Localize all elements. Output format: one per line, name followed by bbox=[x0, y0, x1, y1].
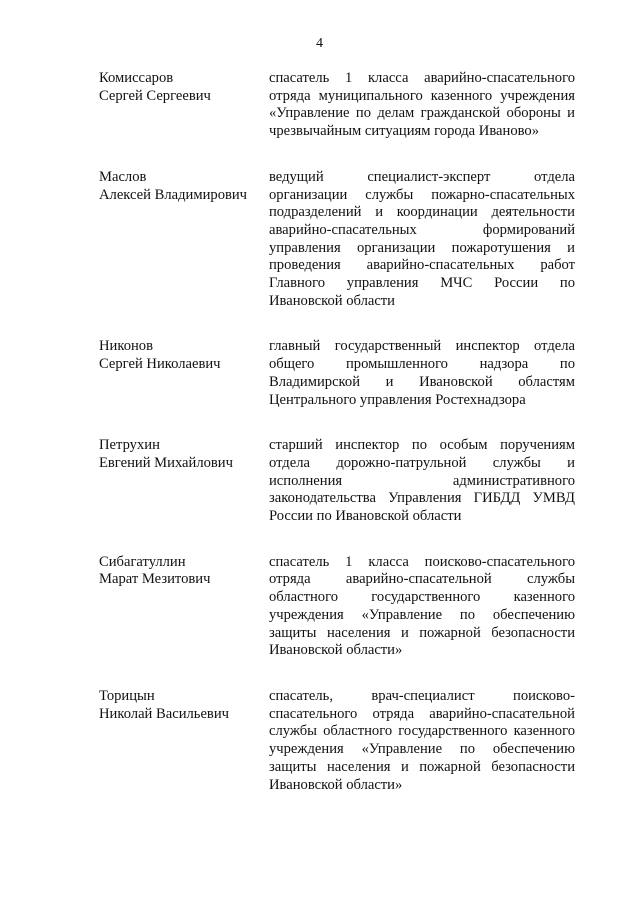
member-given-names: Сергей Сергеевич bbox=[99, 87, 211, 104]
member-name bbox=[99, 688, 269, 794]
member-entry bbox=[99, 70, 575, 141]
member-list bbox=[99, 70, 575, 822]
member-entry bbox=[99, 688, 575, 794]
member-surname: Маслов bbox=[99, 168, 147, 185]
member-given-names: Николай Васильевич bbox=[99, 705, 229, 722]
member-entry bbox=[99, 338, 575, 409]
member-name bbox=[99, 554, 269, 660]
member-position: спасатель, врач-специалист поисково-спасательного отряда аварийно-спасательной службы областного государственного казенного учреждения «Управление по обеспечению защиты населения и пожарной безопасности Ивановской области» bbox=[269, 687, 575, 793]
member-entry bbox=[99, 554, 575, 660]
member-given-names: Евгений Михайлович bbox=[99, 454, 233, 471]
page-number: 4 bbox=[316, 36, 323, 51]
member-position: главный государственный инспектор отдела общего промышленного надзора по Владимирской и Ивановской областям Центрального управления Ростехнадзора bbox=[269, 338, 575, 408]
member-given-names: Сергей Николаевич bbox=[99, 356, 221, 373]
member-given-names: Алексей Владимирович bbox=[99, 186, 248, 203]
member-surname: Торицын bbox=[99, 687, 155, 704]
member-surname: Никонов bbox=[99, 338, 153, 355]
member-name bbox=[99, 437, 269, 526]
member-position: спасатель 1 класса поисково-спасательного отряда аварийно-спасательной службы областного государственного казенного учреждения «Управление по обеспечению защиты населения и пожарной безопасности Ивановской области» bbox=[269, 553, 575, 659]
member-surname: Сибагатуллин bbox=[99, 553, 186, 570]
member-position: старший инспектор по особым поручениям отдела дорожно-патрульной службы и исполнения административного законодательства Управления ГИБДД УМВД России по Ивановской области bbox=[269, 437, 575, 525]
member-entry bbox=[99, 437, 575, 526]
member-position: спасатель 1 класса аварийно-спасательного отряда муниципального казенного учреждения «Управление по делам гражданской обороны и чрезвычайным ситуациям города Иваново» bbox=[269, 70, 575, 140]
member-name bbox=[99, 338, 269, 409]
member-name bbox=[99, 169, 269, 311]
member-name bbox=[99, 70, 269, 141]
member-surname: Петрухин bbox=[99, 437, 160, 454]
member-surname: Комиссаров bbox=[99, 70, 174, 86]
member-given-names: Марат Мезитович bbox=[99, 571, 211, 588]
member-position: ведущий специалист-эксперт отдела организации службы пожарно-спасательных подразделений и координации деятельности аварийно-спасательных формирований управления организации пожаротушения и проведения аварийно-спасательных работ Главного управления МЧС России по Ивановской области bbox=[269, 168, 575, 309]
member-entry bbox=[99, 169, 575, 311]
